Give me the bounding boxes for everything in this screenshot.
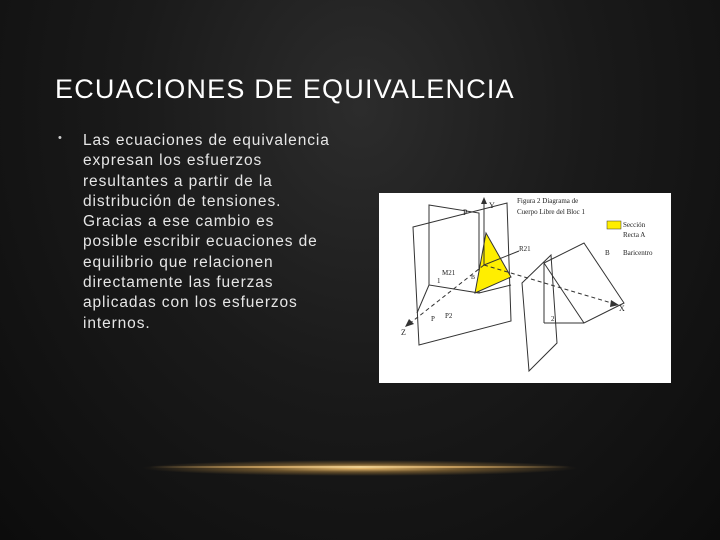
y-axis-arrow	[481, 197, 487, 204]
bullet-text: Las ecuaciones de equivalencia expresan los esfuerzos resultantes a partir de la distribución de tensiones. Gracias a ese cambio es posible escribir ecuaciones de equilibrio que relacionen directamente las fuerzas aplicadas con los esfuerzos internos.	[83, 132, 330, 332]
figure-caption-1: Figura 2 Diagrama de	[517, 197, 579, 205]
label-r21: R21	[519, 245, 531, 253]
label-2: 2	[551, 315, 555, 323]
bottom-glow-line	[150, 466, 570, 468]
legend-b: B	[605, 249, 610, 257]
legend-section-1: Sección	[623, 221, 646, 229]
bottom-glow	[140, 460, 580, 476]
figure-caption-2: Cuerpo Libre del Bloc 1	[517, 208, 586, 216]
label-p-bottom: P	[431, 315, 435, 323]
section-a	[475, 233, 511, 293]
label-b: B	[471, 275, 476, 281]
label-1: 1	[437, 277, 441, 285]
label-x: X	[619, 304, 625, 313]
label-m21: M21	[442, 269, 456, 277]
label-y: Y	[489, 201, 495, 210]
diagram-svg	[379, 193, 671, 383]
free-body-diagram-figure	[379, 193, 671, 383]
block-left-edge	[417, 285, 429, 313]
z-axis-arrow	[405, 319, 414, 327]
label-p1: P	[463, 208, 468, 217]
block-right	[544, 243, 624, 323]
legend-section-swatch	[607, 221, 621, 229]
cutting-plane-right	[522, 255, 557, 371]
label-z: Z	[401, 328, 406, 337]
legend-baricentro: Baricentro	[623, 249, 653, 257]
legend-section-2: Recta A	[623, 231, 646, 239]
slide-title: ECUACIONES DE EQUIVALENCIA	[55, 74, 515, 104]
label-p2: P2	[445, 312, 453, 320]
bullet-marker: •	[58, 132, 62, 144]
